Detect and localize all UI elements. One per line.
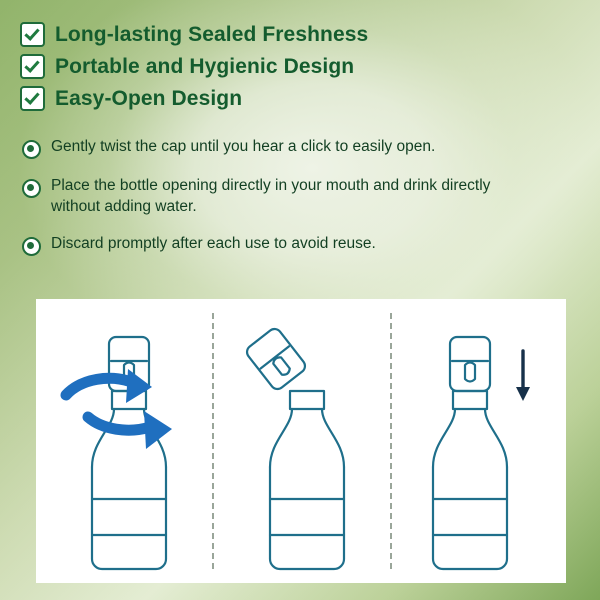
- bottle-down-arrow-icon: [392, 299, 568, 583]
- step-item: [22, 176, 574, 217]
- checkbox-check-icon: [20, 22, 45, 47]
- checkbox-check-icon: [20, 86, 45, 111]
- radio-dot-icon: [22, 140, 41, 159]
- step-label: Discard promptly after each use to avoid reuse.: [51, 235, 376, 253]
- step-list: [22, 137, 574, 273]
- feature-label: Portable and Hygienic Design: [55, 54, 355, 78]
- bottle-twist-arrow-icon: [36, 299, 212, 583]
- radio-dot-icon: [22, 179, 41, 198]
- feature-item: [20, 22, 580, 47]
- step-item: [22, 234, 574, 256]
- drink-step: [392, 299, 568, 583]
- step-item: [22, 137, 574, 159]
- bottle-cap-removed-icon: [214, 299, 390, 583]
- remove-cap-step: [214, 299, 390, 583]
- feature-item: [20, 86, 580, 111]
- radio-dot-icon: [22, 237, 41, 256]
- checkbox-check-icon: [20, 54, 45, 79]
- feature-label: Long-lasting Sealed Freshness: [55, 22, 369, 46]
- feature-list: [20, 22, 580, 118]
- feature-label: Easy-Open Design: [55, 86, 243, 110]
- feature-item: [20, 54, 580, 79]
- illustration-panel: [36, 299, 566, 583]
- twist-cap-step: [36, 299, 212, 583]
- step-label: Place the bottle opening directly in your mouth and drink directly without adding water.: [51, 177, 491, 215]
- step-label: Gently twist the cap until you hear a click to easily open.: [51, 138, 436, 155]
